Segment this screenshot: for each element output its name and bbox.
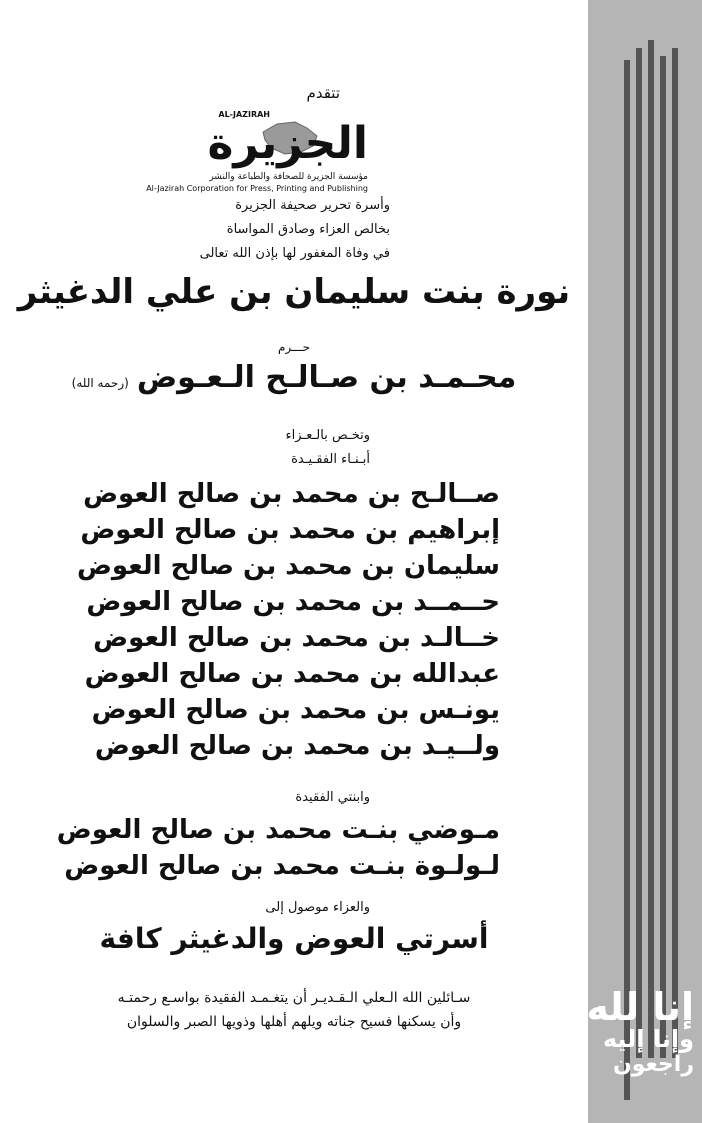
son-name: إبراهيم بن محمد بن صالح العوض [80,515,500,545]
sons-list [76,476,500,764]
extended-label: والعزاء موصول إلى [265,900,370,915]
son-name: يونـس بن محمد بن صالح العوض [91,695,500,725]
son-name: سليمان بن محمد بن صالح العوض [76,551,500,581]
son-name: صــالـح بن محمد بن صالح العوض [83,479,500,509]
son-name: خــالـد بن محمد بن صالح العوض [93,623,500,653]
son-name: ولــيـد بن محمد بن صالح العوض [94,731,500,761]
sons-label: أبـنـاء الفقـيـدة [291,452,370,467]
daughters-list [56,812,500,884]
daughter-name: مـوضي بنـت محمد بن صالح العوض [56,815,500,845]
side-panel [588,0,702,1123]
logo-arabic-text: الجزيرة [207,118,368,169]
wife-of-label: حـــرم [277,340,310,354]
specially-label: وتخـص بالـعـزاء [285,428,370,443]
son-name: عبدالله بن محمد بن صالح العوض [84,659,500,689]
presents-text: تتقدم [306,84,340,102]
logo-english-text: AL-JAZIRAH [218,110,270,119]
verse-line-3: راجعون [612,1052,694,1077]
decorative-stripes [588,0,702,1123]
condolence-line: بخالص العزاء وصادق المواساة [226,222,390,237]
rip-note: (رحمه الله) [71,376,129,390]
son-name: حــمــد بن محمد بن صالح العوض [86,587,500,617]
logo-subtitle-arabic: مؤسسة الجزيرة للصحافة والطباعة والنشر [209,172,368,182]
logo-subtitle-english: Al-Jazirah Corporation for Press, Printing and Publishing [146,184,368,193]
al-jazirah-logo [146,110,390,200]
daughter-name: لـولـوة بنـت محمد بن صالح العوض [64,851,500,881]
verse-line-2: وإنا إليه [602,1025,694,1053]
prayer-line-2: وأن يسكنها فسيح جناته ويلهم أهلها وذويها الصبر والسلوان [126,1014,462,1030]
families-line: أسرتي العوض والدغيثر كافة [99,922,489,955]
death-note: في وفاة المغفور لها بإذن الله تعالى [199,246,390,261]
staff-line: وأسرة تحرير صحيفة الجزيرة [235,198,390,213]
husband-line [0,360,588,395]
verse-line-1: إنا لله [586,985,694,1029]
daughters-label: وابنتي الفقيدة [295,790,370,805]
deceased-name: نورة بنت سليمان بن علي الدغيثر [17,272,571,312]
husband-name: محـمـد بن صـالـح الـعـوض [136,360,517,395]
prayer-line-1: سـائلين الله الـعلي الـقـديـر أن يتغـمـد الفقيدة بواسـع رحمتـه [117,990,471,1006]
